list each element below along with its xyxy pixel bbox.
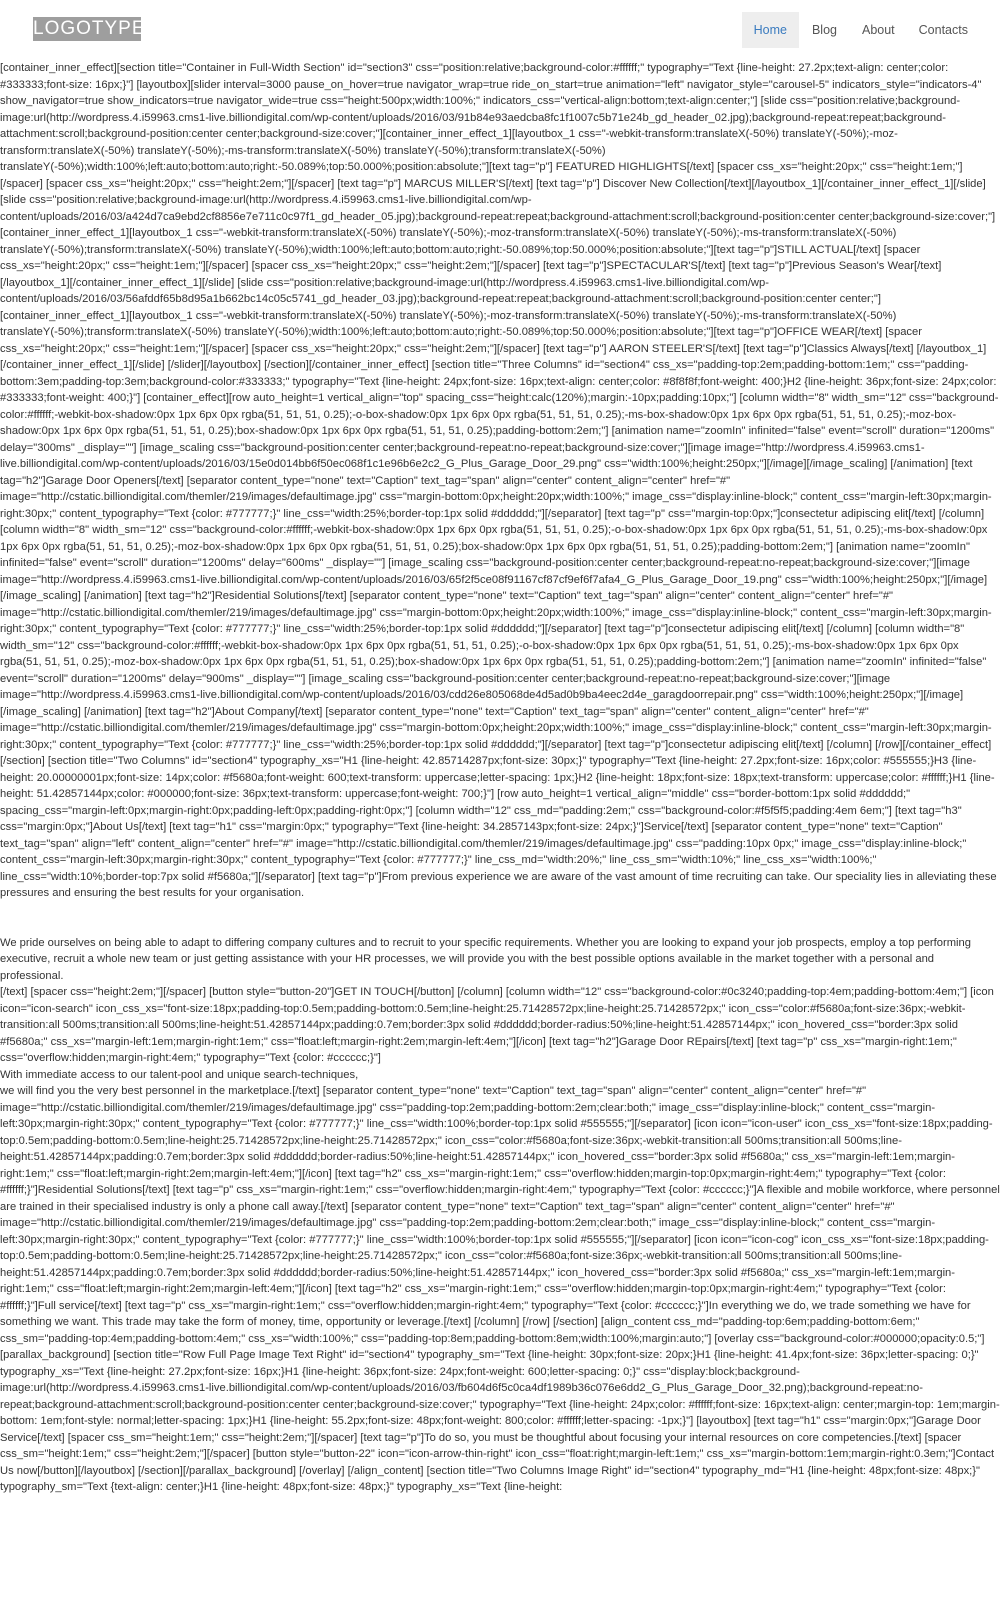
logo[interactable]: LOGOTYPE (33, 18, 146, 39)
raw-shortcode-content: [container_inner_effect][section title="Container in Full-Width Section" id="section3" css="position:relative;background-color:#ffffff;" typography="Text {line-height: 27.2px;text-align: center;color: #333333;font-size: 16px;}"] [layoutbox][slider interval=3000 pause_on_hover=true navigator_wrap=true ride_on_start=true animation="left" navigator_style="carousel-5" indicators_style="indicators-4" show_navigator=true show_indicators=true navigator_wide=true css="height:500px;width:100%;" indicators_css="vertical-align:bottom;text-align:center;"] [slide css="position:relative;background-image:url(http://wordpress.4.i59963.cms1-live.billiondigital.com/wp-content/uploads/2016/03/91b84e93aedcba8fc1f1007c5b71e24b_gd_header_02.jpg);background-repeat:repeat;background-attachment:scroll;background-position:center center;background-size:cover;"][container_inner_effect_1][layoutbox_1 css="-webkit-transform:translateX(-50%) translateY(-50%);-moz-transform:translateX(-50%) translateY(-50%);-ms-transform:translateX(-50%) translateY(-50%);transform:translateX(-50%) translateY(-50%);width:100%;left:auto;bottom:auto;right:-50.089%;top:50.000%;position:absolute;"][text tag="p"] FEATURED HIGHLIGHTS[/text] [spacer css_xs="height:20px;" css="height:1em;"][/spacer] [spacer css_xs="height:20px;" css="height:2em;"][/spacer] [text tag="p"] MARCUS MILLER'S[/text] [text tag="p"] Discover New Collection[/text][/layoutbox_1][/container_inner_effect_1][/slide] [slide css="position:relative;background-image:url(http://wordpress.4.i59963.cms1-live.billiondigital.com/wp-content/uploads/2016/03/a424d7ca9ebd2cf8856e7e711c0c97f1_gd_header_05.jpg);background-repeat:repeat;background-attachment:scroll;background-position:center center;background-size:cover;"][container_inner_effect_1][layoutbox_1 css="-webkit-transform:translateX(-50%) translateY(-50%);-moz-transform:translateX(-50%) translateY(-50%);-ms-transform:translateX(-50%) translateY(-50%);transform:translateX(-50%) translateY(-50%);width:100%;left:auto;bottom:auto;right:-50.089%;top:50.000%;position:absolute;"][text tag="p"]STILL ACTUAL[/text] [spacer css_xs="height:20px;" css="height:1em;"][/spacer] [spacer css_xs="height:20px;" css="height:2em;"][/spacer] [text tag="p"]SPECTACULAR'S[/text] [text tag="p"]Previous Season's Wear[/text][/layoutbox_1][/container_inner_effect_1][/slide] [slide css="position:relative;background-image:url(http://wordpress.4.i59963.cms1-live.billiondigital.com/wp-content/uploads/2016/03/56afddf65b8d95a1b662bc14c05c5741_gd_header_03.jpg);background-repeat:repeat;background-attachment:scroll;background-position:center center;"] [container_inner_effect_1][layoutbox_1 css="-webkit-transform:translateX(-50%) translateY(-50%);-moz-transform:translateX(-50%) translateY(-50%);-ms-transform:translateX(-50%) translateY(-50%);transform:translateX(-50%) translateY(-50%);width:100%;left:auto;bottom:auto;right:-50.089%;top:50.000%;position:absolute;"][text tag="p"]OFFICE WEAR[/text] [spacer css_xs="height:20px;" css="height:1em;"][/spacer] [spacer css_xs="height:20px;" css="height:2em;"][/spacer] [text tag="p"] AARON STEELER'S[/text] [text tag="p"]Classics Always[/text] [/layoutbox_1][/container_inner_effect_1][/slide] [/slider][/layoutbox] [/section][/container_inner_effect] [section title="Three Columns" id="section4" css_xs="padding-top:2em;padding-bottom:1em;" css="padding-bottom:3em;padding-top:3em;background-color:#333333;" typography="Text {line-height: 24px;font-size: 16px;text-align: center;color: #8f8f8f;font-weight: 400;}H2 {line-height: 36px;font-size: 24px;color: #333333;font-weight: 400;}"] [container_effect][row auto_height=1 vertical_align="top" spacing_css="height:calc(120%);margin:-10px;padding:10px;"] [column width="8" width_sm="12" css="background-color:#ffffff;-webkit-box-shadow:0px 1px 6px 0px rgba(51, 51, 51, 0.25);-o-box-shadow:0px 1px 6px 0px rgba(51, 51, 51, 0.25);-ms-box-shadow:0px 1px 6px 0px rgba(51, 51, 51, 0.25);-moz-box-shadow:0px 1px 6px 0px rgba(51, 51, 51, 0.25);box-shadow:0px 1px 6px 0px rgba(51, 51, 51, 0.25);padding-bottom:2em;"] [animation name="zoomIn" infinited="false" event="scroll" duration="1200ms" delay="300ms" _display=""] [image_scaling css="background-position:center center;background-repeat:no-repeat;background-size:cover;"][image image="http://wordpress.4.i59963.cms1-live.billiondigital.com/wp-content/uploads/2016/03/15e0d014bb6f50ec068f1c1e96b6e2c2_G_Plus_Garage_Door_29.png" css="width:100%;height:250px;"][/image][/image_scaling] [/animation] [text tag="h2"]Garage Door Openers[/text] [separator content_type="none" text="Caption" text_tag="span" align="center" content_align="center" href="#" image="http://cstatic.billiondigital.com/themler/219/images/defaultimage.jpg" css="margin-bottom:0px;height:20px;width:100%;" image_css="display:inline-block;" content_css="margin-left:30px;margin-right:30px;" content_typography="Text {color: #777777;}" line_css="width:25%;border-top:1px solid #dddddd;"][/separator] [text tag="p" css="margin-top:0px;"]consectetur adipiscing elit[/text] [/column] [column width="8" width_sm="12" css="background-color:#ffffff;-webkit-box-shadow:0px 1px 6px 0px rgba(51, 51, 51, 0.25);-o-box-shadow:0px 1px 6px 0px rgba(51, 51, 51, 0.25);-ms-box-shadow:0px 1px 6px 0px rgba(51, 51, 51, 0.25);-moz-box-shadow:0px 1px 6px 0px rgba(51, 51, 51, 0.25);box-shadow:0px 1px 6px 0px rgba(51, 51, 51, 0.25);padding-bottom:2em;"] [animation name="zoomIn" infinited="false" event="scroll" duration="1200ms" delay="600ms" _display=""] [image_scaling css="background-position:center center;background-repeat:no-repeat;background-size:cover;"][image image="http://wordpress.4.i59963.cms1-live.billiondigital.com/wp-content/uploads/2016/03/65f2f5ce08f91167cf87cf9ef6f7afa4_G_Plus_Garage_Door_19.png" css="width:100%;height:250px;"][/image][/image_scaling] [/animation] [text tag="h2"]Residential Solutions[/text] [separator content_type="none" text="Caption" text_tag="span" align="center" content_align="center" href="#" image="http://cstatic.billiondigital.com/themler/219/images/defaultimage.jpg" css="margin-bottom:0px;height:20px;width:100%;" image_css="display:inline-block;" content_css="margin-left:30px;margin-right:30px;" content_typography="Text {color: #777777;}" line_css="width:25%;border-top:1px solid #dddddd;"][/separator] [text tag="p"]consectetur adipiscing elit[/text] [/column] [column width="8" width_sm="12" css="background-color:#ffffff;-webkit-box-shadow:0px 1px 6px 0px rgba(51, 51, 51, 0.25);-o-box-shadow:0px 1px 6px 0px rgba(51, 51, 51, 0.25);-ms-box-shadow:0px 1px 6px 0px rgba(51, 51, 51, 0.25);-moz-box-shadow:0px 1px 6px 0px rgba(51, 51, 51, 0.25);box-shadow:0px 1px 6px 0px rgba(51, 51, 51, 0.25);padding-bottom:2em;"] [animation name="zoomIn" infinited="false" event="scroll" duration="1200ms" delay="900ms" _display=""] [image_scaling css="background-position:center center;background-repeat:no-repeat;background-size:cover;"][image image="http://wordpress.4.i59963.cms1-live.billiondigital.com/wp-content/uploads/2016/03/cdd26e805068de4d5ad0b9ba4eec2d4e_garagdoorrepair.png" css="width:100%;height:250px;"][/image][/image_scaling] [/animation] [text tag="h2"]About Company[/text] [separator content_type="none" text="Caption" text_tag="span" align="center" content_align="center" href="#" image="http://cstatic.billiondigital.com/themler/219/images/defaultimage.jpg" css="margin-bottom:0px;height:20px;width:100%;" image_css="display:inline-block;" content_css="margin-left:30px;margin-right:30px;" content_typography="Text {color: #777777;}" line_css="width:25%;border-top:1px solid #dddddd;"][/separator] [text tag="p"]consectetur adipiscing elit[/text] [/column] [/row][/container_effect] [/section] [section title="Two Columns" id="section4" typography_xs="H1 {line-height: 42.85714287px;font-size: 30px;}" typography="Text {line-height: 27.2px;font-size: 16px;color: #555555;}H3 {line-height: 20.00000001px;font-size: 14px;color: #f5680a;font-weight: 600;text-transform: uppercase;letter-spacing: 1px;}H2 {line-height: 18px;font-size: 18px;text-transform: uppercase;color: #ffffff;}H1 {line-height: 51.42857144px;color: #000000;font-size: 36px;text-transform: uppercase;font-weight: 700;}"] [row auto_height=1 vertical_align="middle" css="border-bottom:1px solid #dddddd;" spacing_css="margin-left:0px;margin-right:0px;padding-left:0px;padding-right:0px;"] [column width="12" css_md="padding:2em;" css="background-color:#f5f5f5;padding:4em 6em;"] [text tag="h3" css="margin:0px;"]About Us[/text] [text tag="h1" css="margin:0px;" typography="Text {line-height: 34.2857143px;font-size: 24px;}"]Service[/text] [separator content_type="none" text="Caption" text_tag="span" align="left" content_align="center" href="#" image="http://cstatic.billiondigital.com/themler/219/images/defaultimage.jpg" css="padding:10px 0px;" image_css="display:inline-block;" content_css="margin-left:30px;margin-right:30px;" content_typography="Text {color: #777777;}" line_css_md="width:20%;" line_css_sm="width:10%;" line_css_xs="width:100%;" line_css="width:10%;border-top:7px solid #f5680a;"][/separator] [text tag="p"]From previous experience we are aware of the vast amount of time recruiting can take. Our speciality lies in alleviating these pressures and ensuring the best results for your organisation. We pride ourselves on being able to adapt to differing company cultures and to recruit to your specific requirements. Whether you are looking to expand your job prospects, employ a top performing executive, recruit a whole new team or just getting assistance with your HR processes, we will provide you with the best possible options available in the market together with a personal and professional. [/text] [spacer css="height:2em;"][/spacer] [button style="button-20"]GET IN TOUCH[/button] [/column] [column width="12" css="background-color:#0c3240;padding-top:4em;padding-bottom:4em;"] [icon icon="icon-search" icon_css_xs="font-size:18px;padding-top:0.5em;padding-bottom:0.5em;line-height:25.71428572px;line-height:25.71428572px;" icon_css="color:#f5680a;font-size:36px;-webkit-transition:all 500ms;transition:all 500ms;line-height:51.42857144px;padding:0.7em;border:3px solid #dddddd;border-radius:50%;line-height:51.42857144px;" icon_hovered_css="border:3px solid #f5680a;" css_xs="margin-left:1em;margin-right:1em;" css="float:left;margin-right:2em;margin-left:4em;"][/icon] [text tag="h2"]Garage Door REpairs[/text] [text tag="p" css_xs="margin-right:1em;" css="overflow:hidden;margin-right:4em;" typography="Text {color: #cccccc;}"] With immediate access to our talent-pool and unique search-techniques, we will find you the very best personnel in the marketplace.[/text] [separator content_type="none" text="Caption" text_tag="span" align="center" content_align="center" href="#" image="http://cstatic.billiondigital.com/themler/219/images/defaultimage.jpg" css="padding-top:2em;padding-bottom:2em;clear:both;" image_css="display:inline-block;" content_css="margin-left:30px;margin-right:30px;" content_typography="Text {color: #777777;}" line_css="width:100%;border-top:1px solid #555555;"][/separator] [icon icon="icon-user" icon_css_xs="font-size:18px;padding-top:0.5em;padding-bottom:0.5em;line-height:25.71428572px;line-height:25.71428572px;" icon_css="color:#f5680a;font-size:36px;-webkit-transition:all 500ms;transition:all 500ms;line-height:51.42857144px;padding:0.7em;border:3px solid #dddddd;border-radius:50%;line-height:51.42857144px;" icon_hovered_css="border:3px solid #f5680a;" css_xs="margin-left:1em;margin-right:1em;" css="float:left;margin-right:2em;margin-left:4em;"][/icon] [text tag="h2" css_xs="margin-right:1em;" css="overflow:hidden;margin-top:0px;margin-right:4em;" typography="Text {color: #ffffff;}"]Residential Solutions[/text] [text tag="p" css_xs="margin-right:1em;" css="overflow:hidden;margin-right:4em;" typography="Text {color: #cccccc;}"]A flexible and mobile workforce, where personnel are trained in their specialised industry is only a phone call away.[/text] [separator content_type="none" text="Caption" text_tag="span" align="center" content_align="center" href="#" image="http://cstatic.billiondigital.com/themler/219/images/defaultimage.jpg" css="padding-top:2em;padding-bottom:2em;clear:both;" image_css="display:inline-block;" content_css="margin-left:30px;margin-right:30px;" content_typography="Text {color: #777777;}" line_css="width:100%;border-top:1px solid #555555;"][/separator] [icon icon="icon-cog" icon_css_xs="font-size:18px;padding-top:0.5em;padding-bottom:0.5em;line-height:25.71428572px;line-height:25.71428572px;" icon_css="color:#f5680a;font-size:36px;-webkit-transition:all 500ms;transition:all 500ms;line-height:51.42857144px;padding:0.7em;border:3px solid #dddddd;border-radius:50%;line-height:51.42857144px;" icon_hovered_css="border:3px solid #f5680a;" css_xs="margin-left:1em;margin-right:1em;" css="float:left;margin-right:2em;margin-left:4em;"][/icon] [text tag="h2" css_xs="margin-right:1em;" css="overflow:hidden;margin-top:0px;margin-right:4em;" typography="Text {color: #ffffff;}"]Full service[/text] [text tag="p" css_xs="margin-right:1em;" css="overflow:hidden;margin-right:4em;" typography="Text {color: #cccccc;}"]In everything we do, we trade something we have for something we want. This trade may take the form of money, time, opportunity or leverage.[/text] [/column] [/row] [/section] [align_content css_md="padding-top:6em;padding-bottom:6em;" css_sm="padding-top:4em;padding-bottom:4em;" css_xs="width:100%;" css="padding-top:8em;padding-bottom:8em;width:100%;margin:auto;"] [overlay css="background-color:#000000;opacity:0.5;"] [parallax_background] [section title="Row Full Page Image Text Right" id="section4" typography_sm="Text {line-height: 30px;font-size: 20px;}H1 {line-height: 41.4px;font-size: 36px;letter-spacing: 0;}" typography_xs="Text {line-height: 27.2px;font-size: 16px;}H1 {line-height: 36px;font-size: 24px;font-weight: 600;letter-spacing: 0;}" css="display:block;background-image:url(http://wordpress.4.i59963.cms1-live.billiondigital.com/wp-content/uploads/2016/03/fb604d6f5c0ca4df1989b36c076e6dd2_G_Plus_Garage_Door_32.png);background-repeat:no-repeat;background-attachment:scroll;background-position:center center;background-size:cover;" typography="Text {line-height: 24px;color: #ffffff;font-size: 16px;text-align: center;margin-top: 1em;margin-bottom: 1em;font-style: normal;letter-spacing: 1px;}H1 {line-height: 55.2px;font-size: 48px;font-weight: 800;color: #ffffff;letter-spacing: -1px;}"] [layoutbox] [text tag="h1" css="margin:0px;"]Garage Door Service[/text] [spacer css_sm="height:1em;" css="height:2em;"][/spacer] [text tag="p"]To do so, you must be thoughtful about focusing your internal resources on core competencies.[/text] [spacer css_sm="height:1em;" css="height:2em;"][/spacer] [button style="button-22" icon="icon-arrow-thin-right" icon_css="float:right;margin-left:1em;" css_xs="margin-bottom:1em;margin-right:0.3em;"]Contact Us now[/button][/layoutbox] [/section][/parallax_background] [/overlay] [/align_content] [section title="Two Columns Image Right" id="section4" typography_md="H1 {line-height: 48px;font-size: 48px;}" typography_sm="Text {text-align: center;}H1 {line-height: 48px;font-size: 48px;}" typography_xs="Text {line-height: (0, 62, 1000, 1493)
nav-blog[interactable]: Blog (811, 23, 837, 37)
nav-contacts[interactable]: Contacts (918, 23, 968, 37)
main-nav (742, 12, 1000, 48)
nav-home[interactable]: Home (742, 12, 799, 48)
site-header (0, 0, 1000, 52)
nav-about[interactable]: About (861, 23, 895, 37)
